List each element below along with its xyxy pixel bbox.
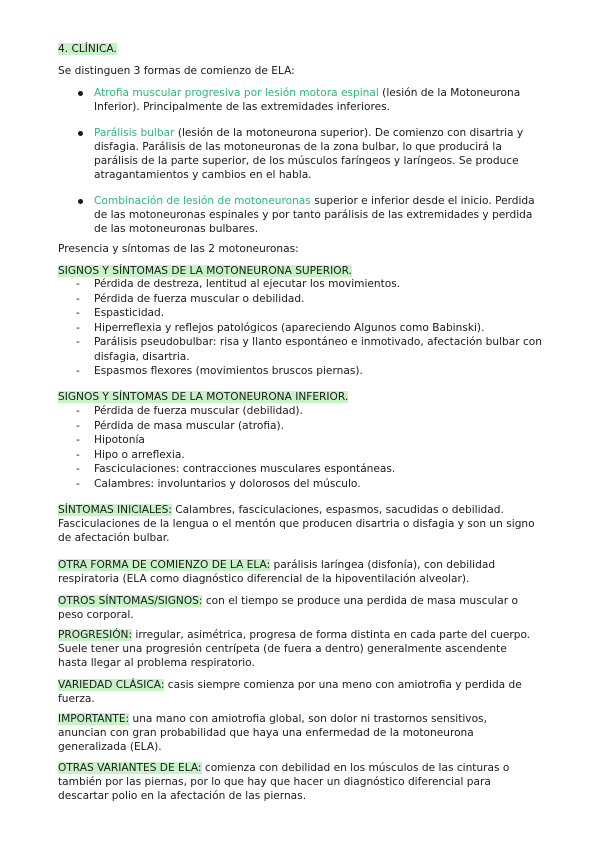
upper-list bbox=[74, 277, 544, 379]
note-label: IMPORTANTE: bbox=[58, 713, 130, 725]
note-text: una mano con amiotrofia global, son dolor ni trastornos sensitivos, anuncian con gran probabilidad que haya una enfermedad de la motoneurona generalizada (ELA). bbox=[58, 713, 487, 753]
forms-list-3 bbox=[78, 194, 538, 236]
form-item bbox=[78, 194, 538, 236]
section-title bbox=[58, 42, 117, 56]
note-progression bbox=[58, 628, 538, 670]
form-item bbox=[78, 86, 538, 114]
note-other-symptoms bbox=[58, 594, 538, 622]
note-label: OTRA FORMA DE COMIENZO DE LA ELA: bbox=[58, 559, 271, 571]
form-lead: Combinación de lesión de motoneuronas bbox=[94, 195, 311, 207]
note-text: con el tiempo se produce una perdida de masa muscular o peso corporal. bbox=[58, 595, 518, 621]
form-rest: (lesión de la motoneurona superior). De comienzo con disartria y disfagia. Parálisis de las motoneuronas de la zona bulbar, lo que producirá la parálisis de la parte superior, de los músculos faríngeos y laríngeos. Se produce atragantamientos y cambios en el habla. bbox=[94, 127, 524, 181]
form-rest: superior e inferior desde el inicio. Perdida de las motoneuronas espinales y por tanto parálisis de las extremidades y perdida de las motoneuronas bulbares. bbox=[94, 195, 535, 235]
note-important bbox=[58, 712, 538, 754]
note-label: PROGRESIÓN: bbox=[58, 629, 133, 641]
note-label: VARIEDAD CLÁSICA: bbox=[58, 679, 165, 691]
list-item: - Espasmos flexores (movimientos bruscos piernas). bbox=[74, 364, 544, 379]
forms-list bbox=[78, 86, 538, 114]
note-label: OTROS SÍNTOMAS/SIGNOS: bbox=[58, 595, 203, 607]
form-lead: Parálisis bulbar bbox=[94, 127, 175, 139]
form-rest: (lesión de la Motoneurona Inferior). Principalmente de las extremidades inferiores. bbox=[94, 87, 521, 113]
note-label: SÍNTOMAS INICIALES: bbox=[58, 504, 172, 516]
note-label: OTRAS VARIANTES DE ELA: bbox=[58, 762, 202, 774]
list-item: - Pérdida de masa muscular (atrofia). bbox=[74, 419, 544, 434]
note-initial bbox=[58, 503, 538, 545]
list-item: - Parálisis pseudobulbar: risa y llanto espontáneo e inmotivado, afectación bulbar con disfagia, disartria. bbox=[74, 335, 544, 364]
presence-text: Presencia y síntomas de las 2 motoneuronas: bbox=[58, 243, 299, 255]
note-text: Calambres, fasciculaciones, espasmos, sacudidas o debilidad. Fasciculaciones de la lengua o el mentón que producen disartria o disfagia y son un signo de afectación bulbar. bbox=[58, 504, 535, 544]
upper-heading-text: SIGNOS Y SÍNTOMAS DE LA MOTONEURONA SUPERIOR. bbox=[58, 265, 352, 277]
form-item bbox=[78, 126, 538, 182]
note-text: comienza con debilidad en los músculos de las cinturas o también por las piernas, por lo que hay que hacer un diagnóstico diferencial para descartar polio en la afectación de las piernas. bbox=[58, 762, 510, 802]
note-text: irregular, asimétrica, progresa de forma distinta en cada parte del cuerpo. Suele tener una progresión centrípeta (de fuera a dentro) generalmente ascendente hasta llegar al problema respiratorio. bbox=[58, 629, 531, 669]
list-item: - Espasticidad. bbox=[74, 306, 544, 321]
note-text: parálisis laríngea (disfonía), con debilidad respiratoria (ELA como diagnóstico diferencial de la hipoventilación alveolar). bbox=[58, 559, 496, 585]
note-other-onset bbox=[58, 558, 538, 586]
upper-heading bbox=[58, 264, 538, 278]
list-item: - Fasciculaciones: contracciones musculares espontáneas. bbox=[74, 462, 544, 477]
lower-heading-text: SIGNOS Y SÍNTOMAS DE LA MOTONEURONA INFERIOR. bbox=[58, 391, 349, 403]
list-item: - Hipo o arreflexia. bbox=[74, 448, 544, 463]
lower-list bbox=[74, 404, 544, 491]
note-classic bbox=[58, 678, 538, 706]
lower-heading bbox=[58, 390, 538, 404]
list-item: - Hiperreflexia y reflejos patológicos (apareciendo Algunos como Babinski). bbox=[74, 321, 544, 336]
list-item: - Calambres: involuntarios y dolorosos del músculo. bbox=[74, 477, 544, 492]
note-text: casis siempre comienza por una meno con amiotrofia y perdida de fuerza. bbox=[58, 679, 522, 705]
forms-list-2 bbox=[78, 126, 538, 182]
list-item: - Pérdida de fuerza muscular (debilidad). bbox=[74, 404, 544, 419]
section-title-text: 4. CLÍNICA. bbox=[58, 43, 117, 55]
list-item: - Pérdida de fuerza muscular o debilidad. bbox=[74, 292, 544, 307]
note-variants bbox=[58, 761, 538, 803]
intro-text: Se distinguen 3 formas de comienzo de ELA: bbox=[58, 65, 295, 77]
form-lead: Atrofia muscular progresiva por lesión motora espinal bbox=[94, 87, 379, 99]
list-item: - Pérdida de destreza, lentitud al ejecutar los movimientos. bbox=[74, 277, 544, 292]
list-item: - Hipotonía bbox=[74, 433, 544, 448]
